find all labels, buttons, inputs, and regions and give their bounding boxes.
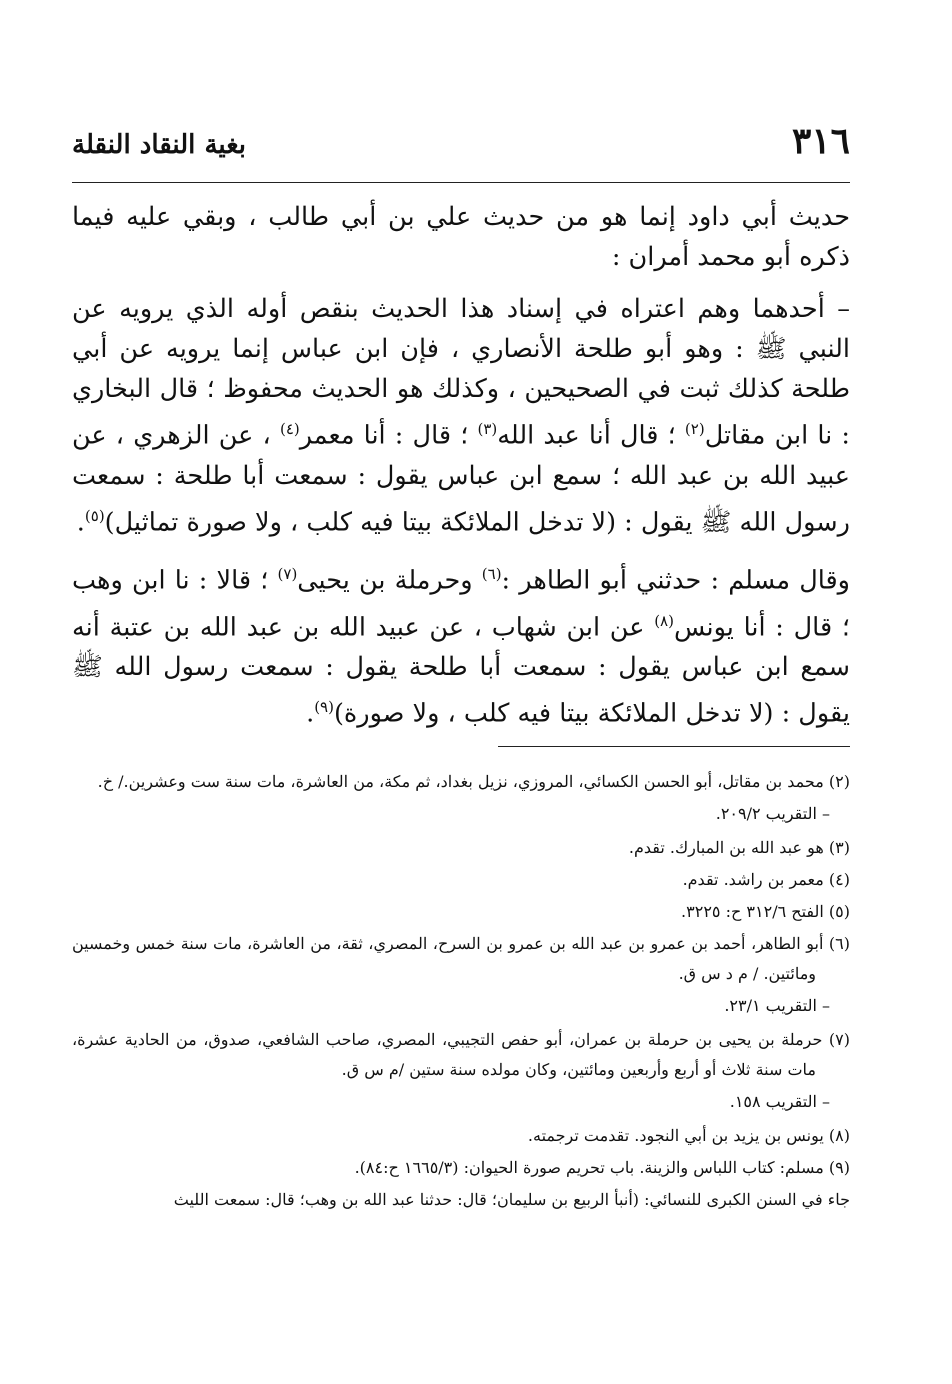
footnotes: [72, 767, 850, 1215]
footnote-7-reference: – التقريب ١٥٨.: [729, 1091, 830, 1111]
paragraph-2-part-c: ؛ قال : أنا معمر: [299, 420, 478, 451]
footnote-8: (٨) يونس بن يزيد بن أبي النجود. تقدمت ترجمته.: [527, 1125, 850, 1145]
paragraph-3-part-c: ؛ قالا : نا ابن وهب ؛ قال : أنا يونس: [72, 565, 851, 642]
paragraph-1: حديث أبي داود إنما هو من حديث علي بن أبي طالب ، وبقي عليه فيما ذكره أبو محمد أمران :: [72, 202, 850, 272]
footnote-6-reference: – التقريب ٢٣/١.: [724, 995, 830, 1015]
footnote-marker-4: (٤): [279, 420, 300, 438]
paragraph-3-part-a: وقال مسلم : حدثني أبو الطاهر :: [501, 565, 850, 596]
paragraph-2-part-d: ، عن الزهري ، عن عبيد الله بن عبد الله ؛ سمع ابن عباس يقول : سمعت أبا طلحة : سمعت رسول الله ﷺ يقول : (لا تدخل الملائكة بيتا فيه كلب ، ولا صورة تماثيل): [72, 420, 850, 537]
footnote-6: (٦) أبو الطاهر، أحمد بن عمرو بن عبد الله بن عمرو بن السرح، المصري، ثقة، من العاشرة، مات سنة خمس وخمسين ومائتين. / م د س ق.: [72, 933, 850, 983]
footnote-5: (٥) الفتح ٣١٢/٦ ح: ٣٢٢٥.: [681, 901, 850, 921]
footnote-marker-7: (٧): [277, 565, 298, 583]
footnote-marker-9: (٩): [314, 698, 334, 716]
paragraph-2-part-a: – أحدهما وهم اعتراه في إسناد هذا الحديث بنقص أوله الذي يرويه عن النبي ﷺ : وهو أبو طلحة الأنصاري ، فإن ابن عباس إنما يرويه عن أبي طلحة كذلك ثبت في الصحيحين ، وكذلك هو الحديث محفوظ ؛ قال البخاري : نا ابن مقاتل: [72, 294, 850, 451]
footnote-marker-2: (٢): [684, 420, 705, 438]
paragraph-3-part-d: عن ابن شهاب ، عن عبيد الله بن عبد الله بن عتبة أنه سمع ابن عباس يقول : سمعت أبا طلحة يقول : سمعت رسول الله ﷺ يقول : (لا تدخل الملائكة بيتا فيه كلب ، ولا صورة): [72, 612, 850, 729]
page-header: [72, 120, 850, 176]
book-page: [72, 120, 850, 1215]
footnote-marker-3: (٣): [477, 420, 498, 438]
footnote-9: (٩) مسلم: كتاب اللباس والزينة. باب تحريم صورة الحيوان: (١٦٦٥/٣ ح:٨٤).: [354, 1157, 850, 1177]
footnote-2: (٢) محمد بن مقاتل، أبو الحسن الكسائي، المروزي، نزيل بغداد، ثم مكة، من العاشرة، مات سنة ست وعشرين./ خ.: [97, 771, 850, 791]
paragraph-3-part-b: وحرملة بن يحيى: [297, 565, 482, 596]
footnote-marker-5: (٥): [84, 506, 105, 525]
footnote-marker-6: (٦): [481, 565, 502, 583]
paragraph-2-part-b: ؛ قال أنا عبد الله: [497, 420, 685, 451]
footnote-rule: [498, 746, 850, 747]
header-rule: [72, 182, 850, 183]
paragraph-2-part-e: .: [76, 507, 85, 537]
page-number: ٣١٦: [791, 120, 850, 162]
paragraph-2: [72, 289, 850, 542]
footnote-marker-8: (٨): [654, 611, 674, 630]
main-text: [72, 197, 850, 734]
footnote-3: (٣) هو عبد الله بن المبارك. تقدم.: [628, 837, 850, 857]
footnote-7: (٧) حرملة بن يحيى بن حرملة بن عمران، أبو حفص التجيبي، المصري، صاحب الشافعي، صدوق، من الحادية عشرة، مات سنة ثلاث أو أربع وأربعين ومائتين، وكان مولده سنة ستين /م س ق.: [72, 1029, 851, 1079]
paragraph-3-part-e: .: [306, 698, 315, 729]
footnote-4: (٤) معمر بن راشد. تقدم.: [682, 869, 850, 889]
footnote-2-reference: – التقريب ٢٠٩/٢.: [715, 803, 830, 823]
footnote-9-continuation: جاء في السنن الكبرى للنسائي: (أنبأ الربيع بن سليمان؛ قال: حدثنا عبد الله بن وهب؛ قال: سمعت الليث: [173, 1189, 850, 1209]
running-title: بغية النقاد النقلة: [72, 130, 247, 160]
paragraph-3: [72, 554, 850, 734]
